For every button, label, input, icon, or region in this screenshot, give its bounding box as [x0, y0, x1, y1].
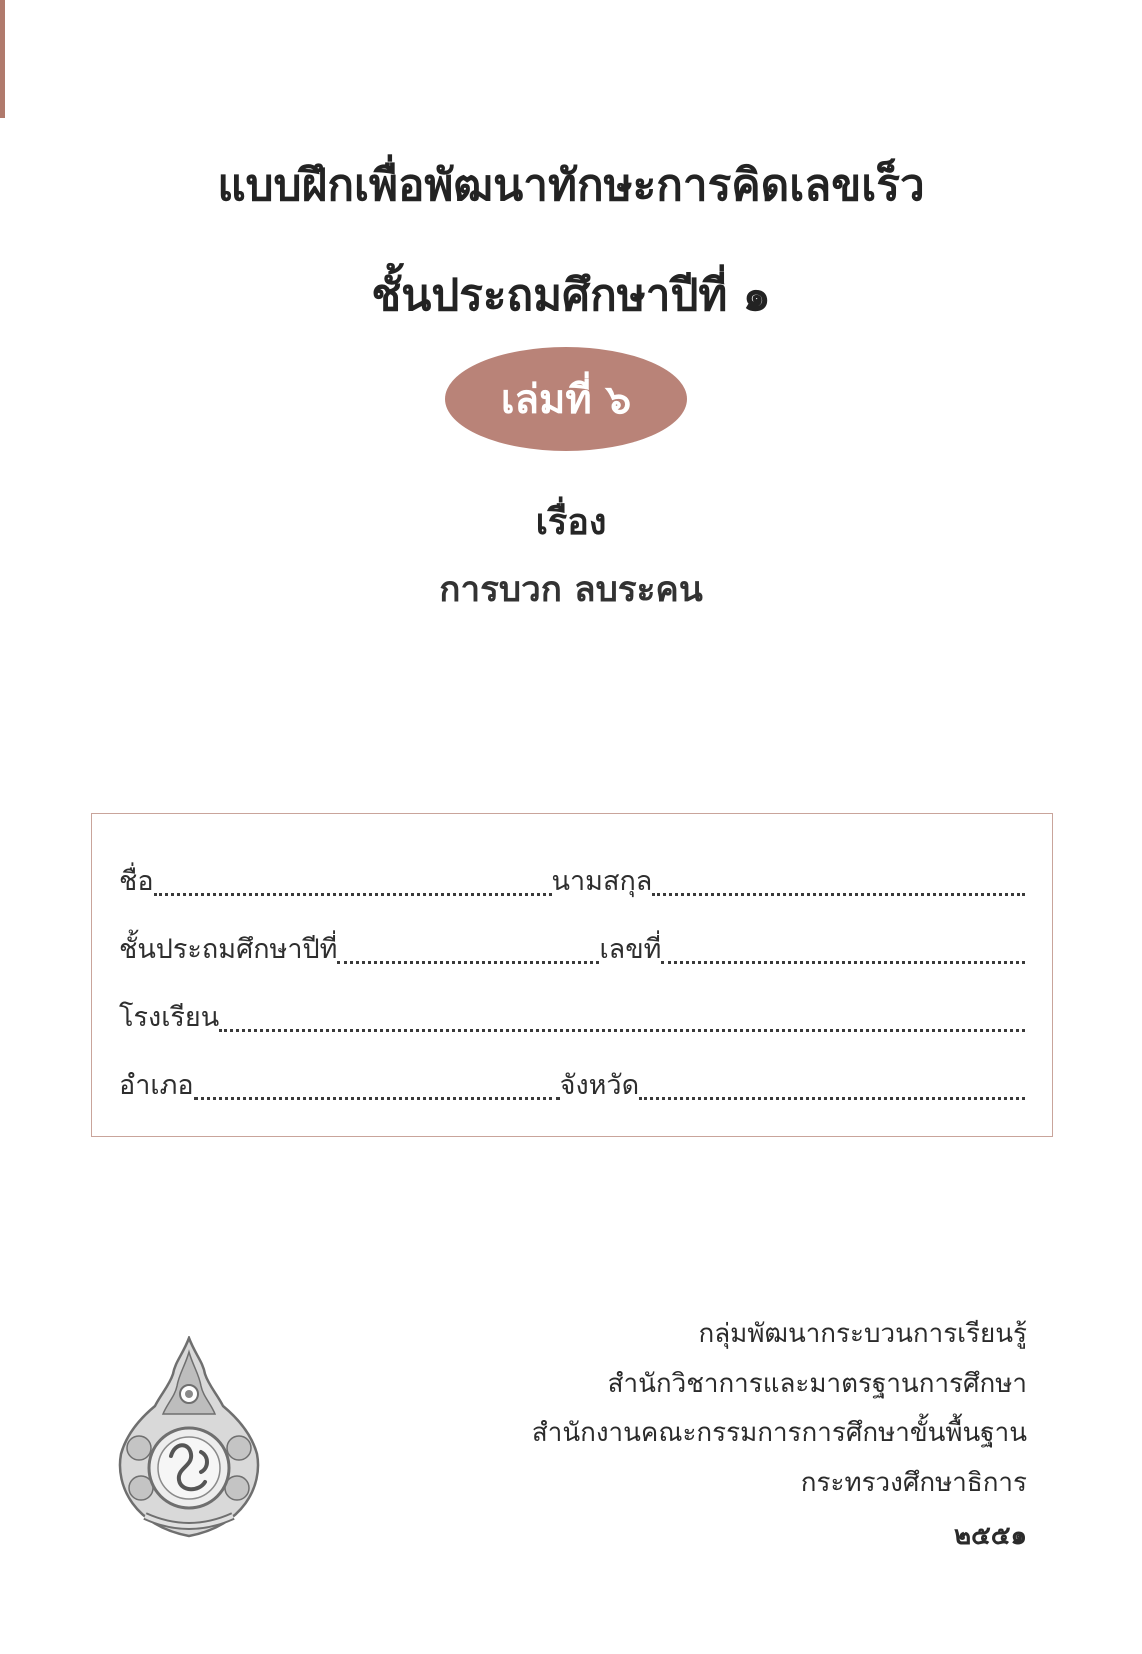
district-field[interactable]	[194, 1097, 560, 1100]
edge-color-mark	[0, 0, 5, 118]
ministry-emblem-icon	[115, 1336, 263, 1542]
name-field[interactable]	[154, 893, 552, 896]
topic-heading: เรื่อง	[535, 502, 607, 543]
school-row	[119, 998, 1025, 1038]
grade-row	[119, 930, 1025, 970]
surname-field[interactable]	[652, 893, 1025, 896]
publisher-bureau: สำนักวิชาการและมาตรฐานการศึกษา	[607, 1369, 1027, 1399]
district-label: อำเภอ	[119, 1070, 194, 1101]
school-field[interactable]	[219, 1029, 1025, 1032]
surname-label: นามสกุล	[551, 866, 653, 897]
student-info-form	[91, 813, 1053, 1137]
name-row	[119, 862, 1025, 902]
district-row	[119, 1066, 1025, 1106]
volume-badge	[445, 347, 687, 451]
grade-label: ชั้นประถมศึกษาปีที่	[119, 934, 338, 965]
school-label: โรงเรียน	[119, 1002, 220, 1033]
publication-year: ๒๕๕๑	[954, 1521, 1027, 1551]
province-label: จังหวัด	[559, 1070, 640, 1101]
topic-name: การบวก ลบระคน	[439, 570, 703, 610]
volume-label: เล่มที่ ๖	[500, 377, 632, 423]
publisher-ministry: กระทรวงศึกษาธิการ	[800, 1468, 1027, 1498]
grade-field[interactable]	[337, 961, 599, 964]
workbook-title: แบบฝึกเพื่อพัฒนาทักษะการคิดเลขเร็ว	[217, 160, 925, 211]
grade-title: ชั้นประถมศึกษาปีที่ ๑	[371, 270, 771, 321]
name-label: ชื่อ	[119, 866, 154, 897]
province-field[interactable]	[639, 1097, 1025, 1100]
number-label: เลขที่	[599, 934, 662, 965]
publisher-group: กลุ่มพัฒนากระบวนการเรียนรู้	[698, 1319, 1027, 1349]
number-field[interactable]	[661, 961, 1025, 964]
publisher-office: สำนักงานคณะกรรมการการศึกษาขั้นพื้นฐาน	[531, 1418, 1027, 1448]
